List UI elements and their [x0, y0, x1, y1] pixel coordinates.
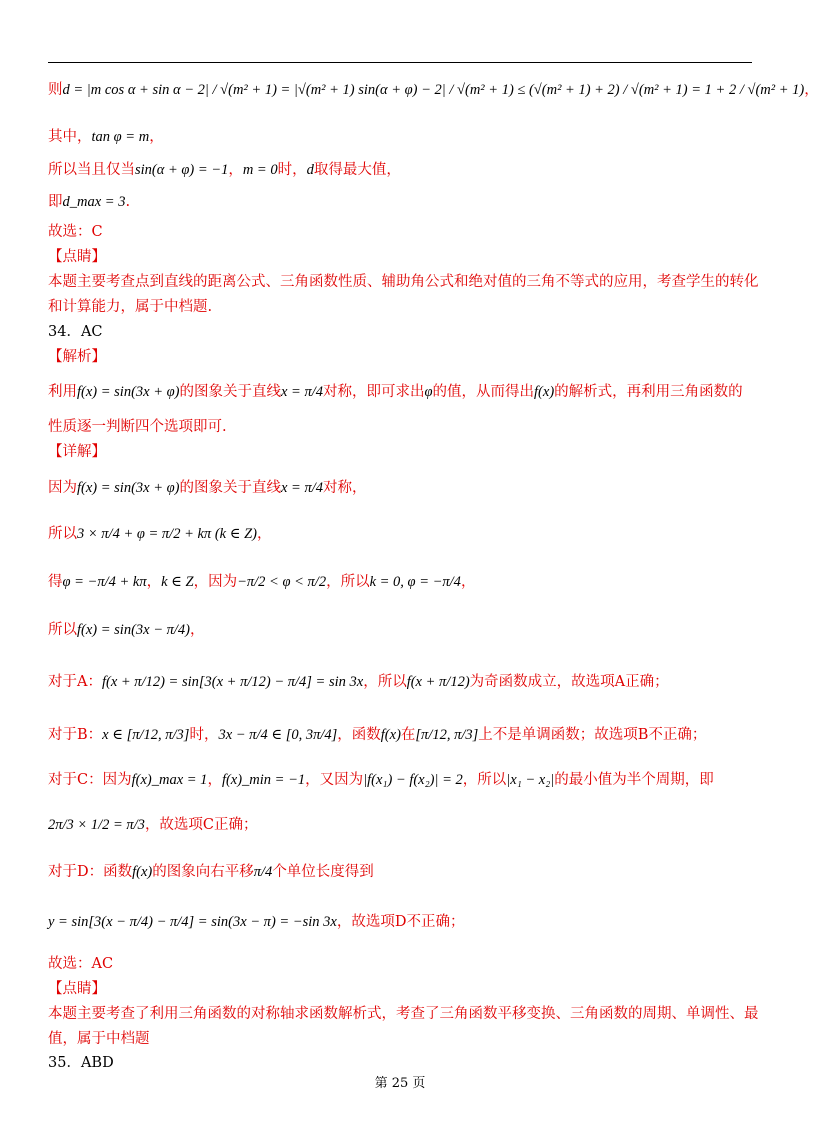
- line-tan-phi: 其中，tan φ = m，: [48, 129, 164, 145]
- line-distance-formula: 则d = |m cos α + sin α − 2| / √(m² + 1) = |√(m² + 1) sin(α + φ) − 2| / √(m² + 1) ≤ (√(m² + 1) + 2) / √(m² + 1) = 1 + 2 / √(m² + 1)，: [48, 82, 819, 98]
- question-34-number: 34．AC: [48, 324, 103, 340]
- note-1-line-1: 本题主要考查点到直线的距离公式、三角函数性质、辅助角公式和绝对值的三角不等式的应用，考查学生的转化: [48, 274, 759, 290]
- math-distance-expression: d = |m cos α + sin α − 2| / √(m² + 1) = |√(m² + 1) sin(α + φ) − 2| / √(m² + 1) ≤ (√(m² + 1) + 2) / √(m² + 1) = 1 + 2 / √(m² + 1): [62, 82, 805, 98]
- heading-note-1: 【点睛】: [48, 249, 106, 265]
- analysis-line-2: 性质逐一判断四个选项即可.: [48, 419, 227, 435]
- header-rule: [48, 62, 752, 63]
- heading-analysis: 【解析】: [48, 349, 106, 365]
- detail-line-4: 所以f(x) = sin(3x − π/4)，: [48, 622, 205, 638]
- detail-line-2: 所以3 × π/4 + φ = π/2 + kπ (k ∈ Z)，: [48, 526, 272, 542]
- detail-line-1: 因为f(x) = sin(3x + φ)的图象关于直线x = π/4对称，: [48, 480, 367, 496]
- heading-note-2: 【点睛】: [48, 981, 106, 997]
- option-a-analysis: 对于A：f(x + π/12) = sin[3(x + π/12) − π/4] = sin 3x，所以f(x + π/12)为奇函数成立，故选项A正确；: [48, 674, 669, 690]
- heading-detail: 【详解】: [48, 444, 106, 460]
- option-c-analysis-1: 对于C：因为f(x)_max = 1，f(x)_min = −1，又因为|f(x₁) − f(x₂)| = 2，所以|x₁ − x₂|的最小值为半个周期，即: [48, 772, 714, 788]
- line-condition: 所以当且仅当sin(α + φ) = −1，m = 0时，d取得最大值，: [48, 162, 401, 178]
- option-c-analysis-2: 2π/3 × 1/2 = π/3，故选项C正确；: [48, 817, 258, 833]
- note-1-line-2: 和计算能力，属于中档题.: [48, 299, 213, 315]
- option-d-analysis-1: 对于D：函数f(x)的图象向右平移π/4个单位长度得到: [48, 864, 374, 880]
- detail-line-3: 得φ = −π/4 + kπ，k ∈ Z，因为−π/2 < φ < π/2，所以k = 0, φ = −π/4，: [48, 574, 476, 590]
- analysis-line-1: 利用f(x) = sin(3x + φ)的图象关于直线x = π/4对称，即可求出φ的值，从而得出f(x)的解析式，再利用三角函数的: [48, 384, 743, 400]
- line-dmax: 即d_max = 3.: [48, 194, 131, 210]
- option-d-analysis-2: y = sin[3(x − π/4) − π/4] = sin(3x − π) = −sin 3x，故选项D不正确；: [48, 914, 465, 930]
- answer-34: 故选：AC: [48, 956, 114, 972]
- answer-33: 故选：C: [48, 224, 103, 240]
- question-35-number: 35．ABD: [48, 1055, 114, 1071]
- note-2-line-1: 本题主要考查了利用三角函数的对称轴求函数解析式，考查了三角函数平移变换、三角函数的周期、单调性、最: [48, 1006, 759, 1022]
- page-number: 第 25 页: [374, 1076, 426, 1091]
- note-2-line-2: 值，属于中档题: [48, 1031, 150, 1047]
- option-b-analysis: 对于B：x ∈ [π/12, π/3]时，3x − π/4 ∈ [0, 3π/4]，函数f(x)在[π/12, π/3]上不是单调函数；故选项B不正确；: [48, 727, 707, 743]
